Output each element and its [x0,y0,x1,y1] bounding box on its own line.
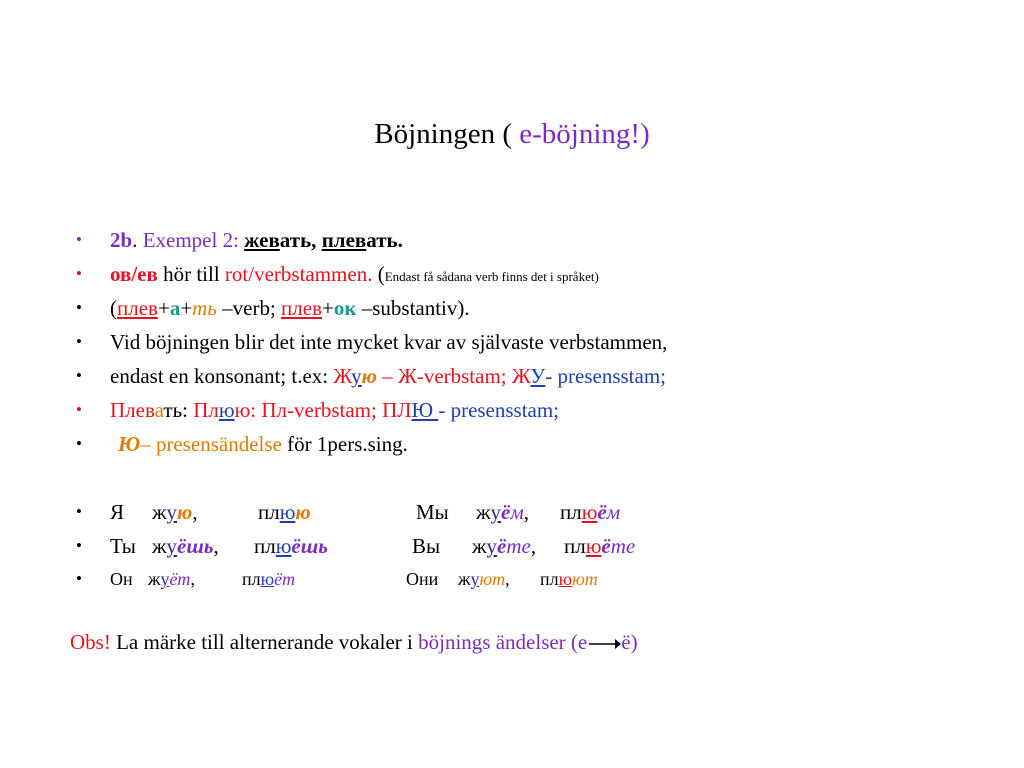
verb-form: жуёшь, [152,534,219,558]
verb-form: плюёшь [254,534,328,558]
bullet-dot: • [76,502,82,521]
bullet-dot: • [76,332,82,351]
verb-form: плюю [258,500,311,524]
verb-form: жуёте, [472,534,537,558]
bullet-dot: • [76,434,82,453]
pronoun: Они [406,569,439,589]
stem-underlined: плев [321,228,367,252]
verb-form: плюют [540,569,598,589]
bullet-dot: • [76,264,82,283]
stem-vowel: ю [218,398,235,422]
infinitive-ending: ть [192,296,217,320]
pronoun: Ты [110,534,136,558]
pronoun: Мы [416,500,449,524]
bullet-dot: • [76,298,82,317]
bullet-dot: • [76,569,82,588]
bullet-dot: • [76,230,82,249]
noun-suffix: ок [333,296,357,320]
bullet-dot: • [76,536,82,555]
stem-underlined: жев [244,228,280,252]
stem-note: rot/verbstammen. [224,262,378,286]
obs-label: Obs! [70,630,111,654]
verb-form: плюёте [564,534,636,558]
title-highlight: e-böjning!) [519,118,650,150]
bullet-dot: • [76,366,82,385]
stem-underlined: плев [117,296,158,320]
example-label: Exempel 2: [142,228,245,252]
bullet-text: Vid böjningen blir det inte mycket kvar av självaste verbstammen, [110,330,668,354]
stem-underlined: плев [281,296,323,320]
footnote-text: Endast få sådana verb finns det i språket) [384,269,599,284]
section-label: 2b [110,228,133,252]
verb-form: жуют, [458,569,510,589]
suffix-vowel: а [169,296,181,320]
bullet-dot: • [76,400,82,419]
verb-form: жуём, [476,500,529,524]
ending: ю [361,364,378,388]
arrow-right-icon [587,632,621,652]
verb-form: плюёт [242,569,296,589]
stem-vowel: Ю [411,398,439,422]
stem-vowel: у [351,364,362,388]
pronoun: Вы [412,534,441,558]
slide-title [0,116,1024,152]
pronoun: Я [110,500,125,524]
verb-form: плюём [560,500,621,524]
suffix-label: ов/ев [110,262,158,286]
title-text: Böjningen ( [374,118,520,150]
verb-form: жуёт, [148,569,195,589]
verb-form: жую, [152,500,198,524]
obs-note: Obs! La märke till alternerande vokaler i böjnings ändelser (е ё) [70,630,638,654]
stem-vowel: У [530,364,546,388]
pronoun: Он [110,569,133,589]
ending: Ю [118,432,141,456]
